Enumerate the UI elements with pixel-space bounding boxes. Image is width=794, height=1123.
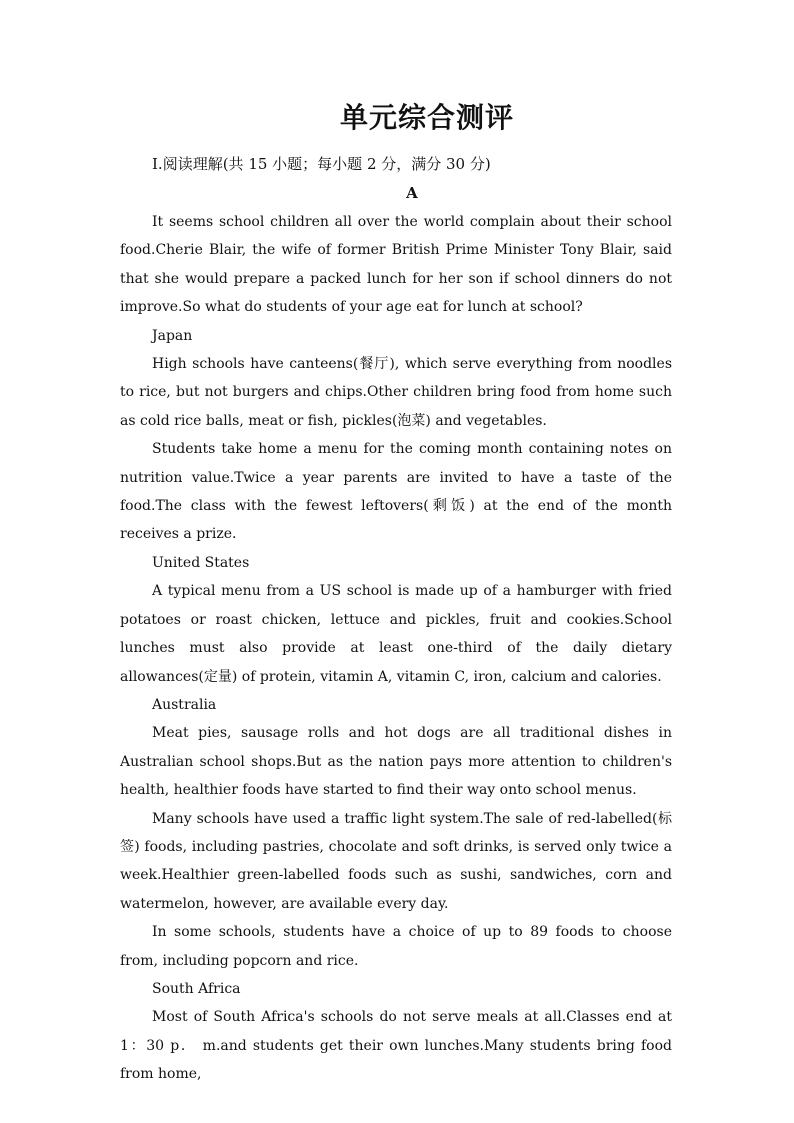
- australia-heading: Australia: [152, 696, 217, 713]
- australia-paragraph-2: Many schools have used a traffic light system.The sale of red-labelled(标签) foods, including pastries, chocolate and soft drinks, is served only twice a week.Healthier green-labelled foods such as sushi, sandwiches, corn and watermelon, however, are available every day.: [120, 810, 672, 912]
- usa-paragraph-1: A typical menu from a US school is made up of a hamburger with fried potatoes or roast chicken, lettuce and pickles, fruit and cookies.School lunches must also provide at least one-third of the daily dietary allowances(定量) of protein, vitamin A, vitamin C, iron, calcium and calories.: [120, 583, 672, 685]
- japan-heading: Japan: [152, 327, 193, 344]
- japan-paragraph-1: High schools have canteens(餐厅), which serve everything from noodles to rice, but not burgers and chips.Other children bring food from home such as cold rice balls, meat or fish, pickles(泡菜) and vegetables.: [120, 356, 672, 429]
- south-africa-heading: South Africa: [152, 980, 241, 997]
- japan-paragraph-2: Students take home a menu for the coming month containing notes on nutrition value.Twice a year parents are invited to have a taste of the food.The class with the fewest leftovers(剩饭) at the end of the month receives a prize.: [120, 441, 672, 543]
- part-label: A: [406, 184, 418, 202]
- reading-passage: [120, 208, 672, 1089]
- australia-paragraph-3: In some schools, students have a choice of up to 89 foods to choose from, including popcorn and rice.: [120, 924, 672, 969]
- intro-paragraph: It seems school children all over the world complain about their school food.Cherie Blair, the wife of former British Prime Minister Tony Blair, said that she would prepare a packed lunch for her son if school dinners do not improve.So what do students of your age eat for lunch at school?: [120, 214, 672, 316]
- usa-heading: United States: [152, 554, 250, 571]
- south-africa-paragraph-1: Most of South Africa's schools do not serve meals at all.Classes end at 1：30 p． m.and students get their own lunches.Many students bring food from home,: [120, 1009, 672, 1083]
- australia-paragraph-1: Meat pies, sausage rolls and hot dogs are all traditional dishes in Australian school shops.But as the nation pays more attention to children's health, healthier foods have started to find their way onto school menus.: [120, 725, 672, 799]
- page-title: 单元综合测评: [339, 101, 514, 134]
- section-heading: Ⅰ.阅读理解(共 15 小题；每小题 2 分，满分 30 分): [152, 155, 491, 173]
